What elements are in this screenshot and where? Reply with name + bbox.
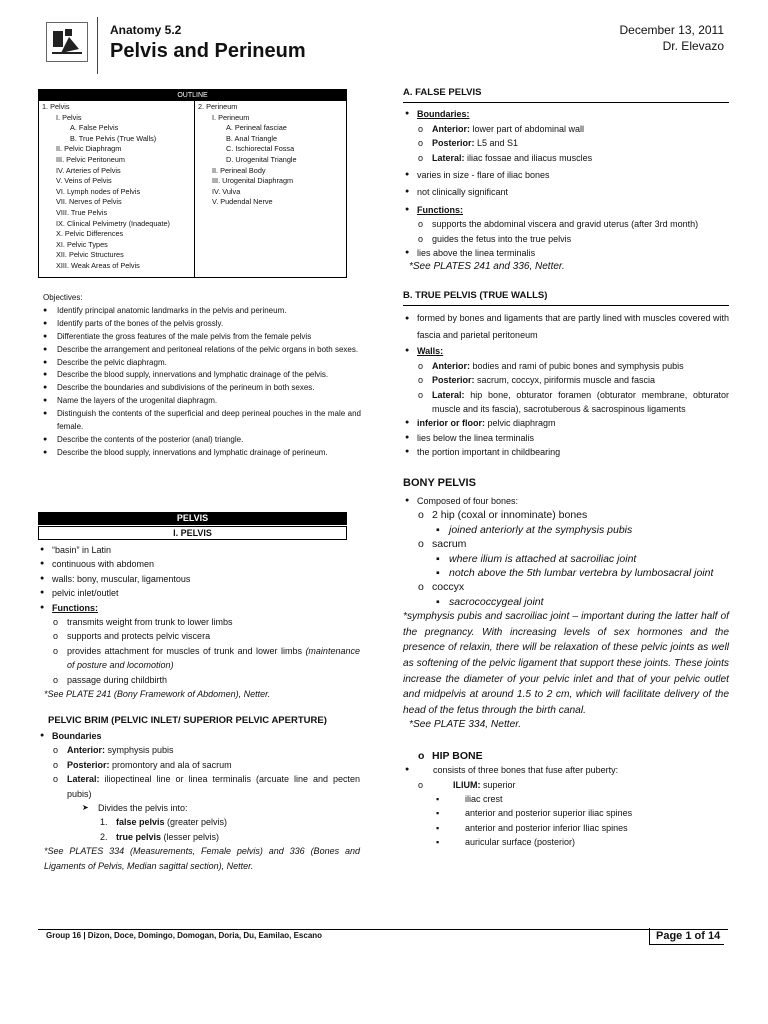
section-heading: A. FALSE PELVIS bbox=[403, 86, 729, 103]
objective-item: ● Describe the blood supply, innervations and lymphatic drainage of perineum. bbox=[43, 447, 361, 460]
outline-item: IV. Vulva bbox=[212, 186, 241, 196]
outline-item: X. Pelvic Differences bbox=[56, 229, 124, 239]
list-item: ● walls: bony, muscular, ligamentous bbox=[38, 572, 360, 586]
objective-item: ● Identify principal anatomic landmarks in the pelvis and perineum. bbox=[43, 305, 361, 318]
list-item: ● Composed of four bones: bbox=[403, 494, 729, 508]
objective-item: ● Differentiate the gross features of the male pelvis from the female pelvis bbox=[43, 331, 361, 344]
list-item: ● lies below the linea terminalis bbox=[403, 431, 729, 445]
list-item: o passage during childbirth bbox=[38, 673, 360, 687]
boundaries-label: ● Boundaries bbox=[38, 729, 360, 743]
footer-group: Group 16 | Dizon, Doce, Domingo, Domogan, Doria, Du, Eamilao, Escano bbox=[46, 931, 323, 940]
function-text: provides attachment for muscles of trunk and lower limbs bbox=[67, 645, 302, 656]
list-item bbox=[38, 772, 360, 801]
page-title: Pelvis and Perineum bbox=[110, 40, 306, 62]
objective-item: ● Describe the boundaries and subdivisions of the perineum in both sexes. bbox=[43, 382, 361, 395]
objectives-list bbox=[43, 305, 361, 460]
list-item: ▪ anterior and posterior superior iliac spines bbox=[403, 806, 729, 820]
logo-icon bbox=[47, 23, 87, 61]
outline-item: VI. Lymph nodes of Pelvis bbox=[56, 186, 141, 196]
value: pelvic diaphragm bbox=[485, 418, 556, 429]
outline-item: D. Urogenital Triangle bbox=[226, 154, 297, 164]
reference: *See PLATES 241 and 336, Netter. bbox=[409, 261, 565, 273]
outline-item: I. Pelvis bbox=[56, 112, 82, 122]
value: iliac fossae and iliacus muscles bbox=[464, 152, 593, 163]
section-heading: B. TRUE PELVIS (TRUE WALLS) bbox=[403, 289, 729, 306]
list-item bbox=[38, 644, 360, 673]
number: 2. bbox=[100, 831, 108, 842]
list-item: ▪ notch above the 5th lumbar vertebra by lumbosacral joint bbox=[403, 566, 729, 580]
lecture-date: December 13, 2011 bbox=[619, 23, 724, 37]
walls-label: ● Walls: bbox=[403, 344, 729, 358]
list-item: ● pelvic inlet/outlet bbox=[38, 586, 360, 600]
label: Lateral: bbox=[432, 389, 465, 400]
outline-item: 2. Perineum bbox=[198, 102, 238, 111]
outline-item: XIII. Weak Areas of Pelvis bbox=[56, 260, 140, 270]
value: iliopectineal line or linea terminalis (arcuate line and pecten pubis) bbox=[67, 774, 360, 799]
list-item: ▪ joined anteriorly at the symphysis pubis bbox=[403, 523, 729, 537]
outline-heading: OUTLINE bbox=[39, 90, 346, 101]
value: symphysis pubis bbox=[105, 745, 174, 756]
function-note: (maintenance of posture and locomotion) bbox=[67, 645, 360, 671]
header-divider bbox=[97, 17, 98, 74]
label: Posterior: bbox=[67, 759, 110, 770]
label: ILIUM: bbox=[453, 779, 481, 790]
outline-item: 1. Pelvis bbox=[42, 102, 70, 111]
reference: *See PLATES 334 (Measurements, Female pelvis) and 336 (Bones and Ligaments of Pelvis, Median sagittal section), Netter. bbox=[44, 846, 360, 871]
outline-perineum-column bbox=[198, 102, 346, 208]
section-heading: BONY PELVIS bbox=[403, 476, 476, 489]
list-item: ● lies above the linea terminalis bbox=[403, 246, 729, 260]
list-item bbox=[403, 388, 729, 417]
list-item: o supports the abdominal viscera and gravid uterus (after 3rd month) bbox=[403, 217, 729, 231]
functions-label: ● Functions: bbox=[38, 601, 360, 615]
objectives bbox=[43, 292, 361, 460]
outline-item: B. True Pelvis (True Walls) bbox=[70, 133, 157, 143]
list-item bbox=[403, 416, 729, 430]
course-code: Anatomy 5.2 bbox=[110, 23, 182, 37]
outline-item: IV. Arteries of Pelvis bbox=[56, 165, 121, 175]
list-item bbox=[38, 815, 360, 829]
list-item: o supports and protects pelvic viscera bbox=[38, 629, 360, 643]
list-item: o sacrum bbox=[403, 537, 729, 551]
outline-item: A. Perineal fasciae bbox=[226, 123, 287, 133]
lecturer: Dr. Elevazo bbox=[662, 39, 724, 53]
outline-item: II. Perineal Body bbox=[212, 165, 266, 175]
outline-item: IX. Clinical Pelvimetry (Inadequate) bbox=[56, 218, 170, 228]
reference: *See PLATE 241 (Bony Framework of Abdomen), Netter. bbox=[44, 689, 271, 700]
footer-divider bbox=[38, 929, 728, 930]
outline-item: C. Ischiorectal Fossa bbox=[226, 144, 295, 154]
value: L5 and S1 bbox=[474, 138, 519, 149]
outline-item: A. False Pelvis bbox=[70, 123, 119, 133]
outline-item: VII. Nerves of Pelvis bbox=[56, 197, 122, 207]
list-item: ▪ auricular surface (posterior) bbox=[403, 835, 729, 849]
list-item: ● continuous with abdomen bbox=[38, 557, 360, 571]
value: (lesser pelvis) bbox=[161, 831, 220, 842]
objective-item: ● Name the layers of the urogenital diaphragm. bbox=[43, 395, 361, 408]
value: bodies and rami of pubic bones and symphysis pubis bbox=[470, 360, 684, 371]
page-number: Page 1 of 14 bbox=[649, 928, 724, 945]
outline-item: II. Pelvic Diaphragm bbox=[56, 144, 122, 154]
objective-item: ● Identify parts of the bones of the pelvis grossly. bbox=[43, 318, 361, 331]
value: promontory and ala of sacrum bbox=[109, 759, 232, 770]
list-item: o transmits weight from trunk to lower limbs bbox=[38, 615, 360, 629]
value: hip bone, obturator foramen (obturator membrane, obturator muscle and its fascia), sacrotuberous & sacrospinous ligaments bbox=[432, 389, 729, 414]
list-item: o guides the fetus into the true pelvis bbox=[403, 232, 729, 246]
objective-item: ● Describe the contents of the posterior (anal) triangle. bbox=[43, 434, 361, 447]
objective-item: ● Describe the arrangement and peritoneal relations of the pelvic organs in both sexes. bbox=[43, 344, 361, 357]
list-item: ▪ where ilium is attached at sacroiliac joint bbox=[403, 552, 729, 566]
label: false pelvis bbox=[116, 817, 165, 828]
label: Anterior: bbox=[67, 745, 105, 756]
objective-item: ● Describe the pelvic diaphragm. bbox=[43, 357, 361, 370]
outline-pelvis-column bbox=[42, 102, 192, 272]
label: Lateral: bbox=[67, 774, 100, 785]
objective-item: ● Distinguish the contents of the superficial and deep perineal pouches in the male and female. bbox=[43, 408, 361, 434]
section-heading: PELVIC BRIM (PELVIC INLET/ SUPERIOR PELVIC APERTURE) bbox=[48, 715, 327, 727]
list-item bbox=[38, 743, 360, 757]
list-item: ➤ Divides the pelvis into: bbox=[38, 801, 360, 815]
label: Anterior: bbox=[432, 360, 470, 371]
objectives-label: Objectives: bbox=[43, 293, 83, 302]
value: (greater pelvis) bbox=[164, 817, 228, 828]
list-item: ● the portion important in childbearing bbox=[403, 445, 729, 459]
logo bbox=[46, 22, 88, 62]
label: Posterior: bbox=[432, 138, 475, 149]
outline-divider bbox=[194, 101, 195, 277]
list-item bbox=[403, 136, 729, 150]
note: *symphysis pubis and sacroiliac joint – important during the latter half of the pregnancy. With increasing levels of sex hormones and the presence of relaxin, there will be relaxation of these pelvic joints as well as softening of the pelvic ligament that support these joints. These joints increase the diameter of your pelvic inlet and that of your pelvic outlet and midpelvis at around 1.5 to 2 cm, which will facilitate delivery of the head of the fetus through the birth canal. bbox=[403, 611, 729, 716]
list-item: ● varies in size - flare of iliac bones bbox=[403, 168, 729, 182]
list-item: o 2 hip (coxal or innominate) bones bbox=[403, 508, 729, 522]
list-item: ▪ anterior and posterior inferior Iliac spines bbox=[403, 821, 729, 835]
objective-item: ● Describe the blood supply, innervations and lymphatic drainage of the pelvis. bbox=[43, 369, 361, 382]
boundaries-label: ● Boundaries: bbox=[403, 107, 729, 121]
outline-item: V. Veins of Pelvis bbox=[56, 176, 112, 186]
outline-item: III. Urogenital Diaphragm bbox=[212, 176, 294, 186]
section-heading: o HIP BONE bbox=[403, 749, 729, 763]
value: lower part of abdominal wall bbox=[470, 123, 585, 134]
outline-table bbox=[38, 89, 347, 278]
list-item bbox=[38, 758, 360, 772]
list-item: ● “basin” in Latin bbox=[38, 543, 360, 557]
label: Lateral: bbox=[432, 152, 465, 163]
outline-item: VIII. True Pelvis bbox=[56, 207, 108, 217]
value: sacrum, coccyx, piriformis muscle and fascia bbox=[474, 375, 656, 386]
outline-item: XII. Pelvic Structures bbox=[56, 250, 124, 260]
list-item bbox=[403, 778, 729, 792]
label: inferior or floor: bbox=[417, 418, 485, 429]
list-item bbox=[403, 151, 729, 165]
reference: *See PLATE 334, Netter. bbox=[409, 719, 522, 731]
list-item: ● consists of three bones that fuse after puberty: bbox=[403, 763, 729, 777]
list-item bbox=[403, 373, 729, 387]
number: 1. bbox=[100, 817, 108, 828]
list-item: ▪ iliac crest bbox=[403, 792, 729, 806]
pelvis-section bbox=[38, 543, 360, 873]
subsection-pelvis: I. PELVIS bbox=[38, 526, 347, 540]
right-column bbox=[403, 86, 729, 850]
functions-label: ● Functions: bbox=[403, 203, 729, 217]
outline-item: III. Pelvic Peritoneum bbox=[56, 154, 125, 164]
outline-item: V. Pudendal Nerve bbox=[212, 197, 273, 207]
list-item: ▪ sacrococcygeal joint bbox=[403, 595, 729, 609]
label: Posterior: bbox=[432, 375, 475, 386]
label: true pelvis bbox=[116, 831, 162, 842]
label: Anterior: bbox=[432, 123, 470, 134]
outline-item: I. Perineum bbox=[212, 112, 250, 122]
list-item bbox=[403, 359, 729, 373]
list-item bbox=[403, 122, 729, 136]
outline-item: B. Anal Triangle bbox=[226, 133, 278, 143]
list-item: o coccyx bbox=[403, 580, 729, 594]
section-bar-pelvis: PELVIS bbox=[38, 512, 347, 525]
list-item: ● not clinically significant bbox=[403, 185, 729, 199]
list-item bbox=[38, 830, 360, 844]
outline-item: XI. Pelvic Types bbox=[56, 239, 108, 249]
list-item: ● formed by bones and ligaments that are partly lined with muscles covered with fascia and parietal peritoneum bbox=[403, 310, 729, 344]
value: superior bbox=[480, 779, 516, 790]
